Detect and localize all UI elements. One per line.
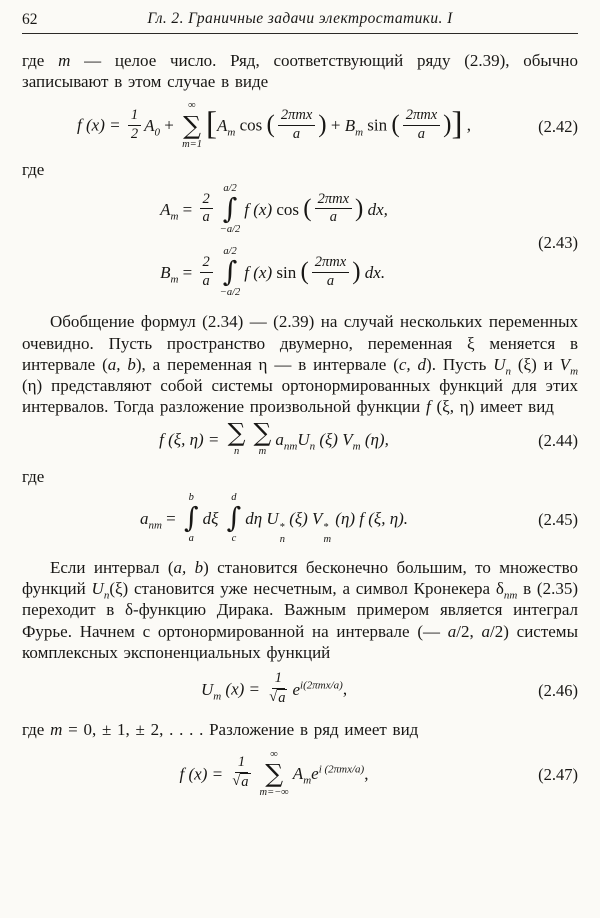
radical-icon: √ [232, 773, 241, 790]
math-fraction: $\frac{\text{2πmx}}{a}$ [403, 107, 440, 143]
text-run: n [103, 589, 110, 602]
math-text: f (x) [244, 263, 277, 283]
math-text: = [178, 199, 197, 219]
math-sup-sub: V * m [312, 508, 332, 545]
equation-number: (2.46) [538, 680, 578, 700]
integral-icon: ∫ [184, 500, 199, 534]
math-text: (ξ) [284, 508, 313, 528]
math-fraction: $\frac{\text{2πmx}}{a}$ [278, 107, 315, 143]
page-header [22, 10, 578, 34]
math-text: (ξ) [315, 430, 343, 450]
summation-operator: ∞ ∑ m=1 [182, 100, 202, 150]
text-run: (ξ, η) имеет вид [430, 397, 554, 417]
text-run: в (2.35) переходит в δ-функцию Дирака. Важным примером является интеграл Фурье. Начнем с ортонормированной на интервале (— [22, 579, 578, 641]
text-run: Обобщение формул (2.34) — (2.39) на случай нескольких переменных очевидно. Пусть пространство двумерно, переменная ξ меняется в интервале ( [22, 312, 578, 374]
math-fraction: 1 √ a [269, 669, 286, 706]
math-text: , [342, 679, 348, 699]
text-run: ) становится бесконечно большим, то множество функций [22, 557, 579, 599]
summation-operator: ∑ n [227, 418, 246, 458]
math-text: f (x) [244, 199, 277, 219]
equation-body [160, 247, 385, 301]
text-run: a [481, 621, 490, 641]
math-subscripted: $V_m$ [342, 430, 361, 453]
math-text: , [462, 115, 471, 135]
math-subscripted: $A_m$ [160, 199, 179, 223]
math-text: f (x) = [179, 764, 228, 784]
equation-lines [160, 184, 388, 302]
where-label-2: где [22, 466, 45, 486]
equation-body [77, 101, 471, 152]
math-subscripted: $A_m$ [217, 115, 236, 139]
summation-operator: ∞ ∑ m=−∞ [259, 748, 289, 798]
text-run: Если интервал ( [50, 557, 174, 577]
equation-number: (2.42) [538, 117, 578, 137]
math-text: dx, [363, 199, 388, 219]
equation-2-46 [22, 669, 578, 709]
math-sup-sub: U * n [266, 508, 285, 545]
equation-2-45 [22, 493, 578, 547]
math-text: = [178, 263, 197, 283]
paragraph-2 [22, 311, 578, 417]
math-subscripted: $B_m$ [160, 263, 179, 286]
math-fraction: $\frac{\text{2πmx}}{a}$ [315, 191, 352, 227]
math-bracket: ( [266, 111, 275, 139]
equation-2-43 [22, 184, 578, 302]
math-exponent: $e^{i (2\pi mx/a)}$ [311, 763, 365, 784]
text-run: a, b [107, 354, 136, 374]
equation-number: (2.45) [538, 509, 578, 529]
math-text: (η) f (ξ, η). [331, 508, 409, 528]
integral-operator: d ∫ c [226, 491, 242, 544]
text-run: где [22, 51, 59, 70]
equation-number: (2.47) [538, 765, 578, 785]
math-fraction: $\frac{2}{a}$ [200, 191, 213, 227]
summation-operator: ∑ m [253, 418, 272, 458]
math-bracket: ] [451, 106, 463, 143]
math-text: sin [363, 115, 392, 135]
math-exponent: $e^{i(2\pi mx/a)}$ [292, 678, 343, 699]
math-text: f (x) = [77, 115, 125, 135]
equation-number: (2.43) [538, 232, 578, 252]
equation-body [180, 750, 369, 801]
equation-number: (2.44) [538, 431, 578, 451]
sigma-icon: ∑ [183, 110, 201, 140]
radical-icon: √ [269, 688, 278, 705]
integral-operator: b ∫ a [184, 491, 199, 544]
math-subscripted: $A_m$ [292, 764, 312, 787]
text-run: /2) системы комплексных экспоненциальных функций [22, 621, 578, 662]
math-bracket: ) [352, 258, 361, 286]
running-title: Гл. 2. Граничные задачи электростатики. I [147, 10, 453, 27]
equation-2-42 [22, 101, 578, 152]
math-bracket: ) [355, 195, 364, 223]
math-subscripted: $B_m$ [344, 115, 364, 139]
text-run: a [447, 621, 457, 641]
math-subscripted: $A_0$ [144, 115, 160, 139]
math-text: dη [245, 508, 267, 528]
math-fraction: 1 √ a [232, 754, 249, 791]
text-run: ), а переменная η — в интервале ( [135, 354, 399, 374]
math-bracket: [ [206, 106, 217, 143]
math-text: f (ξ, η) = [159, 430, 224, 450]
page-number: 62 [22, 11, 38, 28]
math-bracket: ) [443, 111, 452, 139]
math-bracket: ( [300, 258, 309, 286]
where-label-1: где [22, 159, 45, 179]
text-run: V [559, 354, 571, 374]
equation-body [160, 184, 388, 238]
equation-body [200, 669, 348, 709]
math-text: (η), [360, 430, 389, 450]
math-text: + [159, 115, 179, 135]
text-run: n [505, 365, 512, 378]
equation-body [159, 418, 389, 460]
text-run: nm [503, 589, 518, 602]
text-run: (η) представляют собой системы ортонормированных функций для этих интервалов. Тогда разложение произвольной функции [22, 375, 578, 417]
math-bracket: ( [303, 195, 312, 223]
text-run: a, b [173, 557, 204, 577]
math-text: = [161, 508, 180, 528]
text-run: ). Пусть [426, 354, 494, 374]
text-run: (ξ) становится уже несчетным, а символ Кронекера δ [109, 579, 504, 599]
math-text: + [326, 115, 345, 135]
math-text: , [364, 764, 369, 784]
sigma-icon: ∑ [253, 418, 272, 448]
math-subscripted: $a_{nm}$ [139, 508, 162, 532]
integral-operator: a/2 ∫ −a/2 [219, 182, 241, 235]
text-run: m [570, 365, 579, 378]
math-subscripted: $a_{nm}$ [275, 430, 298, 453]
text-run: m [58, 51, 71, 70]
math-bracket: ) [318, 111, 327, 139]
integral-operator: a/2 ∫ −a/2 [219, 246, 241, 299]
text-run: c, d [398, 354, 427, 374]
text-run: — целое число. Ряд, соответствующий ряду (2.39), обычно записывают в этом случае в виде [22, 51, 578, 92]
equation-2-47 [22, 750, 578, 801]
text-run: где [22, 720, 51, 740]
text-run: f [426, 397, 431, 417]
text-run: U [91, 579, 104, 599]
sigma-icon: ∑ [265, 758, 284, 788]
math-text: cos [235, 115, 267, 135]
math-subscripted: $U_m$ [200, 679, 222, 702]
paragraph-3 [22, 557, 578, 663]
math-text: dξ [202, 508, 223, 528]
integral-icon: ∫ [222, 191, 238, 225]
math-fraction: $\frac{\text{2πmx}}{a}$ [312, 254, 349, 290]
math-text: sin [276, 263, 301, 283]
math-text: (x) = [221, 679, 265, 699]
math-text: dx. [360, 263, 386, 283]
sigma-icon: ∑ [227, 418, 246, 448]
integral-icon: ∫ [222, 255, 238, 289]
text-run: = 0, ± 1, ± 2, . . . . Разложение в ряд имеет вид [62, 720, 419, 740]
text-run: /2, [456, 621, 482, 641]
math-fraction: $\frac{1}{2}$ [128, 107, 141, 143]
equation-2-44 [22, 418, 578, 460]
text-run: (ξ) и [511, 354, 560, 374]
integral-icon: ∫ [226, 500, 242, 534]
math-fraction: $\frac{2}{a}$ [200, 254, 213, 290]
equation-body [140, 493, 408, 547]
paragraph-1 [22, 50, 578, 92]
math-subscripted: $U_n$ [297, 430, 316, 453]
text-run: U [493, 354, 506, 374]
paragraph-4 [22, 719, 578, 740]
math-text: cos [276, 199, 304, 219]
text-run: m [50, 720, 63, 740]
math-bracket: ( [391, 111, 400, 139]
